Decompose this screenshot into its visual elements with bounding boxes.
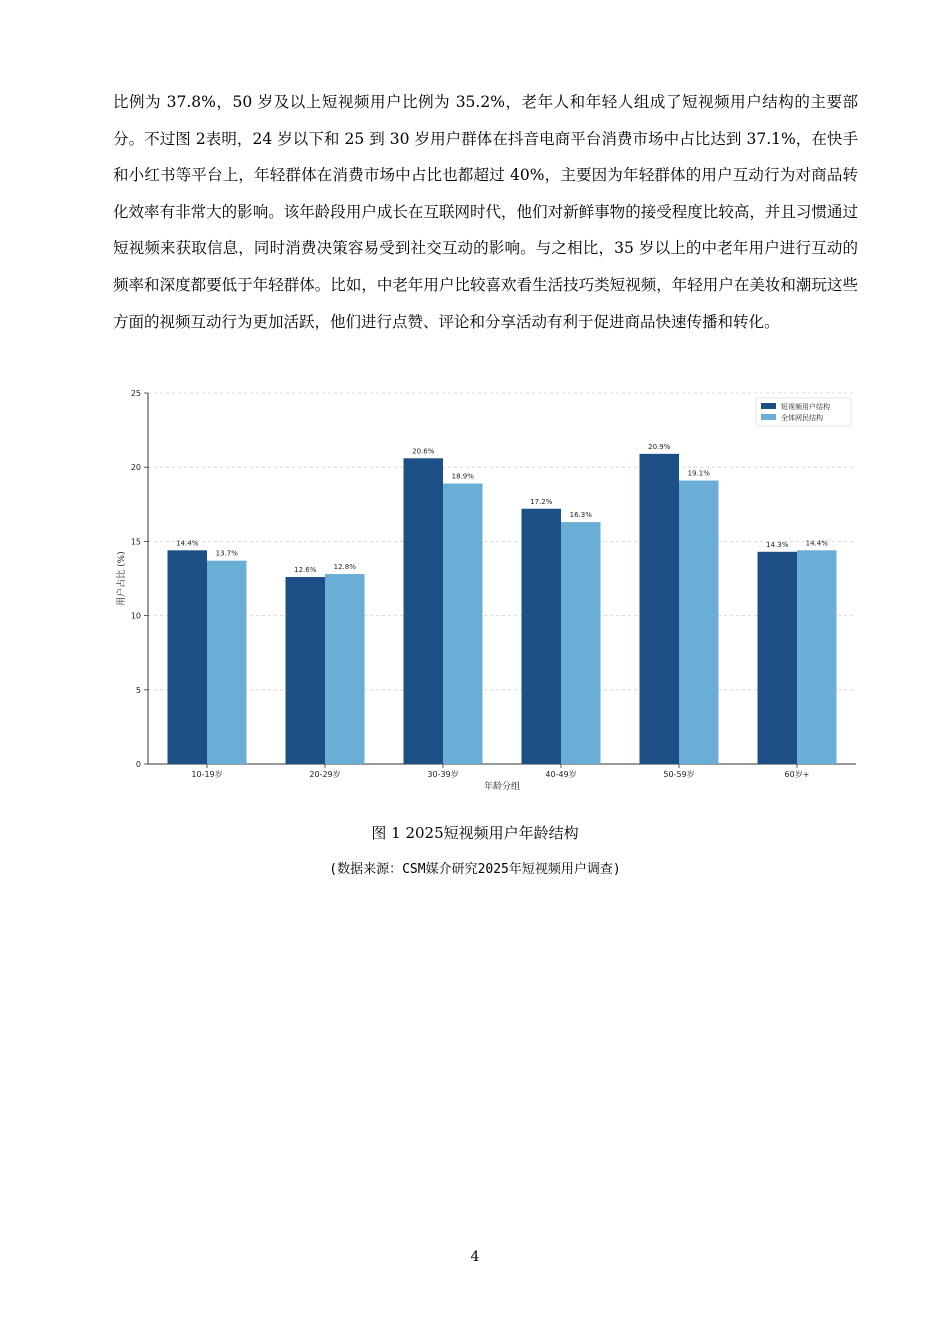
- x-tick-label: 50-59岁: [663, 770, 695, 779]
- data-label: 20.9%: [648, 442, 671, 451]
- bar: [797, 550, 837, 764]
- data-label: 20.6%: [412, 447, 435, 456]
- legend-label: 全体网民结构: [781, 414, 823, 422]
- x-tick-label: 60岁+: [784, 770, 810, 779]
- bar: [207, 561, 247, 764]
- bar: [443, 484, 483, 764]
- y-tick-label: 25: [130, 389, 141, 398]
- body-paragraph: 比例为 37.8%，50 岁及以上短视频用户比例为 35.2%，老年人和年轻人组成了短视频用户结构的主要部分。不过图 2表明，24 岁以下和 25 到 30 岁用户群体在抖音电商平台消费市场中占比达到 37.1%，在快手和小红书等平台上，年轻群体在消费市场中占比也都超过 40%，主要因为年轻群体的用户互动行为对商品转化效率有非常大的影响。该年龄段用户成长在互联网时代，他们对新鲜事物的接受程度比较高，并且习惯通过短视频来获取信息，同时消费决策容易受到社交互动的影响。与之相比，35 岁以上的中老年用户进行互动的频率和深度都要低于年轻群体。比如，中老年用户比较喜欢看生活技巧类短视频，年轻用户在美妆和潮玩这些方面的视频互动行为更加活跃，他们进行点赞、评论和分享活动有利于促进商品快速传播和转化。: [113, 93, 858, 331]
- figure-source: (数据来源：CSM媒介研究2025年短视频用户调查): [329, 862, 621, 877]
- data-label: 12.6%: [294, 566, 317, 575]
- y-tick-label: 10: [130, 611, 141, 621]
- bar-chart-figure: [112, 383, 868, 793]
- data-label: 17.2%: [530, 497, 553, 506]
- bar: [286, 577, 326, 764]
- x-tick-label: 20-29岁: [309, 770, 341, 779]
- bar-chart: [112, 383, 868, 793]
- legend-label: 短视频用户结构: [781, 403, 830, 411]
- page-number: 4: [470, 1249, 480, 1265]
- data-label: 12.8%: [333, 563, 356, 572]
- x-tick-label: 30-39岁: [427, 770, 459, 779]
- x-tick-label: 10-19岁: [191, 770, 223, 779]
- data-label: 19.1%: [687, 469, 710, 478]
- bar: [758, 552, 798, 764]
- data-label: 14.4%: [805, 539, 828, 548]
- data-label: 16.3%: [569, 511, 592, 520]
- bar: [561, 522, 601, 764]
- data-label: 18.9%: [451, 472, 474, 481]
- legend-swatch: [761, 414, 776, 420]
- y-axis-label: 用户占比 (%): [117, 551, 127, 606]
- y-tick-label: 0: [135, 760, 141, 769]
- figure-caption: 图 1 2025短视频用户年龄结构: [371, 824, 579, 842]
- bar: [640, 454, 680, 764]
- bar: [679, 481, 719, 764]
- x-axis-label: 年龄分组: [483, 782, 521, 792]
- data-label: 13.7%: [215, 549, 238, 558]
- y-tick-label: 20: [130, 463, 141, 473]
- bar: [168, 550, 208, 764]
- data-label: 14.4%: [176, 539, 199, 548]
- bar: [325, 574, 365, 764]
- data-label: 14.3%: [766, 540, 789, 549]
- x-tick-label: 40-49岁: [545, 770, 577, 779]
- legend-swatch: [761, 403, 776, 409]
- bar: [404, 458, 444, 764]
- y-tick-label: 15: [130, 537, 141, 547]
- bar: [522, 509, 562, 764]
- y-tick-label: 5: [135, 685, 141, 695]
